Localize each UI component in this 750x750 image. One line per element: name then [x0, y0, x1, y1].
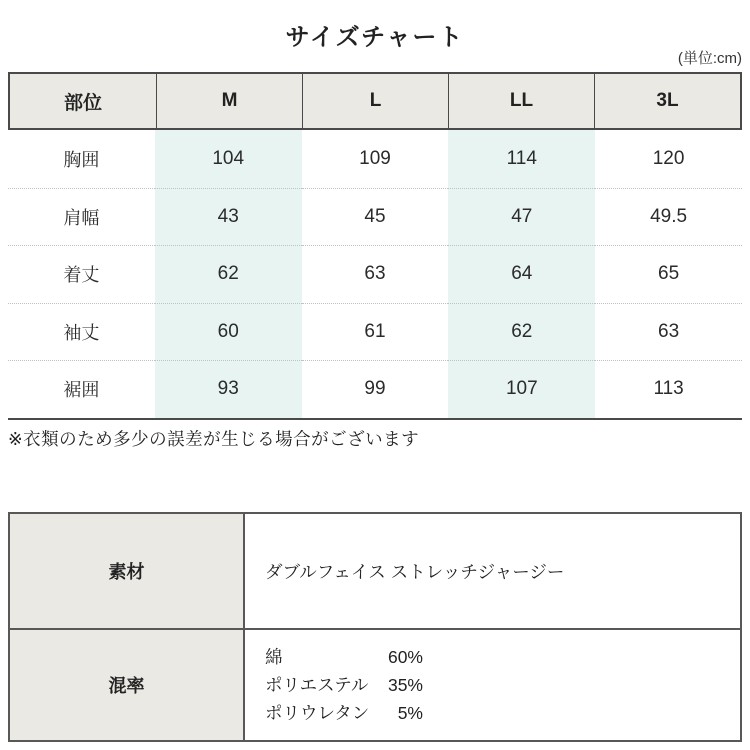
cell-length-m: 62	[155, 245, 302, 303]
cell-hem-3l: 113	[595, 360, 742, 418]
size-table-header-row	[8, 72, 742, 130]
material-value	[245, 514, 740, 628]
material-value-text: ダブルフェイス ストレッチジャージー	[265, 561, 565, 582]
cell-hem-m: 93	[155, 360, 302, 418]
row-label-shoulder: 肩幅	[8, 188, 155, 246]
cell-shoulder-ll: 47	[448, 188, 595, 246]
blend-pct-polyester: 35%	[387, 675, 423, 695]
cell-chest-ll: 114	[448, 130, 595, 188]
header-part: 部位	[63, 92, 102, 114]
page-title: サイズチャート	[285, 24, 465, 51]
blend-pct-polyurethane: 5%	[397, 703, 423, 723]
blend-line-polyurethane	[265, 699, 740, 727]
blend-line-cotton	[265, 643, 740, 671]
unit-label: (単位:cm)	[677, 50, 742, 67]
cell-length-ll: 64	[448, 245, 595, 303]
row-label-length: 着丈	[8, 245, 155, 303]
row-label-sleeve: 袖丈	[8, 303, 155, 361]
cell-shoulder-l: 45	[302, 188, 449, 246]
row-label-hem: 裾囲	[8, 360, 155, 418]
spec-table	[8, 512, 742, 742]
cell-hem-ll: 107	[448, 360, 595, 418]
cell-chest-m: 104	[155, 130, 302, 188]
blend-label: 混率	[10, 630, 245, 740]
header-size-3l: 3L	[594, 74, 740, 128]
size-table	[8, 72, 742, 420]
header-size-ll: LL	[448, 74, 594, 128]
blend-name-polyurethane: ポリウレタン	[265, 703, 370, 723]
blend-row	[10, 628, 740, 740]
tolerance-note: ※衣類のため多少の誤差が生じる場合がございます	[8, 429, 420, 449]
blend-value	[245, 630, 740, 740]
row-label-chest: 胸囲	[63, 149, 100, 170]
cell-hem-l: 99	[302, 360, 449, 418]
cell-shoulder-m: 43	[155, 188, 302, 246]
cell-sleeve-ll: 62	[448, 303, 595, 361]
cell-chest-l: 109	[359, 147, 391, 169]
header-size-m: M	[156, 74, 302, 128]
cell-length-l: 63	[302, 245, 449, 303]
blend-line-polyester	[265, 671, 740, 699]
size-table-body	[8, 130, 742, 420]
cell-length-3l: 65	[595, 245, 742, 303]
cell-chest-3l: 120	[652, 147, 685, 169]
cell-shoulder-3l: 49.5	[595, 188, 742, 246]
header-size-l: L	[302, 74, 448, 128]
cell-sleeve-3l: 63	[595, 303, 742, 361]
blend-pct-cotton: 60%	[387, 647, 423, 667]
blend-name-cotton: 綿	[265, 647, 283, 667]
material-row	[10, 514, 740, 628]
blend-name-polyester: ポリエステル	[265, 675, 369, 695]
cell-sleeve-l: 61	[302, 303, 449, 361]
cell-sleeve-m: 60	[155, 303, 302, 361]
material-label: 素材	[10, 514, 245, 628]
